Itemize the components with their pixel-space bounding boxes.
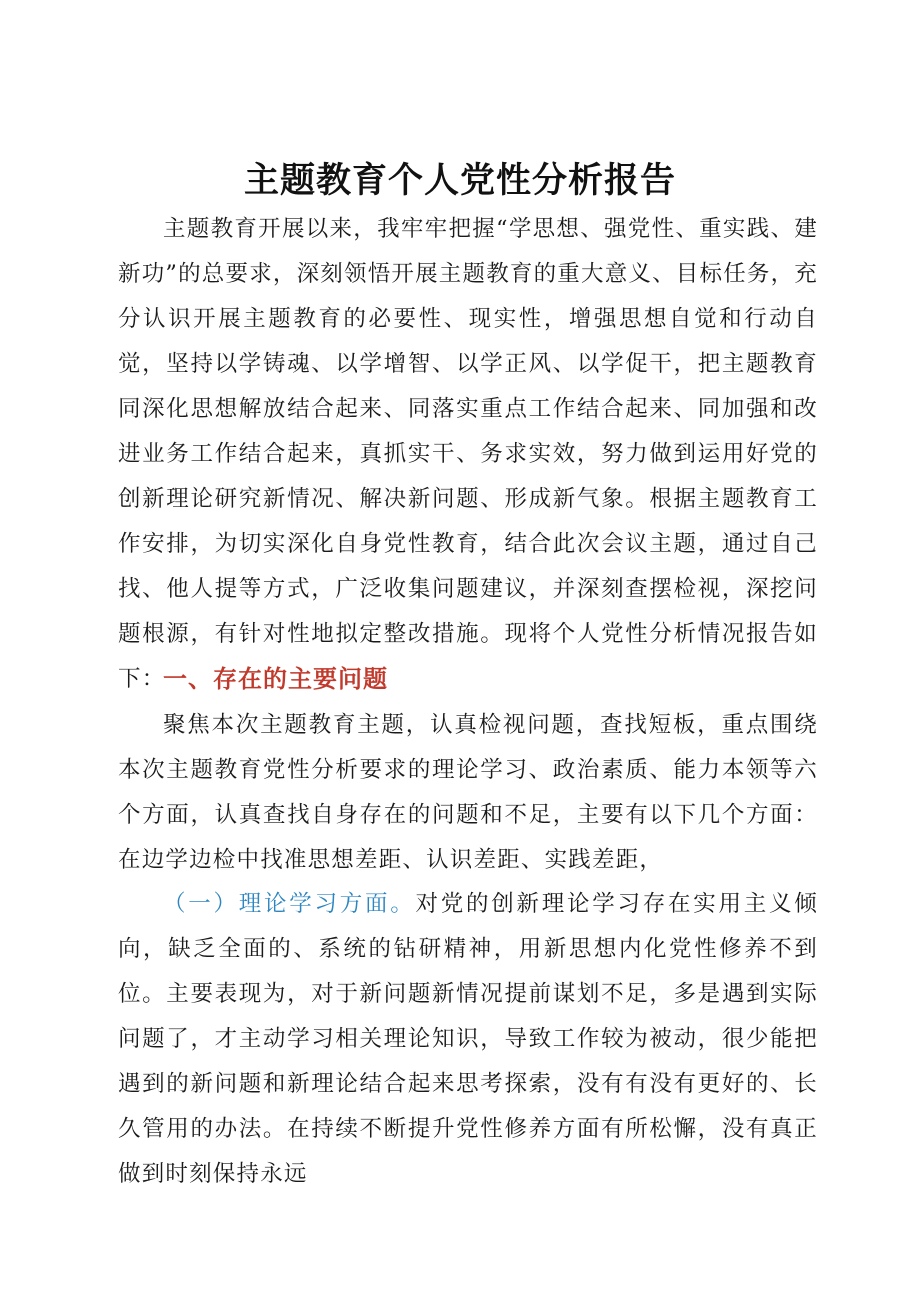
subsection-heading-theory: （一）理论学习方面。 <box>163 891 416 917</box>
subsection-theory-paragraph <box>118 882 818 1197</box>
section-intro-paragraph: 聚焦本次主题教育主题，认真检视问题，查找短板，重点围绕本次主题教育党性分析要求的理论学习、政治素质、能力本领等六个方面，认真查找自身存在的问题和不足，主要有以下几个方面：在边学边检中找准思想差距、认识差距、实践差距， <box>118 712 818 873</box>
subsection-theory-body: 对党的创新理论学习存在实用主义倾向，缺乏全面的、系统的钻研精神，用新思想内化党性修养不到位。主要表现为，对于新问题新情况提前谋划不足，多是遇到实际问题了，才主动学习相关理论知识，导致工作较为被动，很少能把遇到的新问题和新理论结合起来思考探索，没有有没有更好的、长久管用的办法。在持续不断提升党性修养方面有所松懈，没有真正做到时刻保持永远 <box>118 891 818 1187</box>
document-title: 主题教育个人党性分析报告 <box>243 161 676 201</box>
section-heading-problems: 一、存在的主要问题 <box>163 665 388 693</box>
intro-paragraph: 主题教育开展以来，我牢牢把握“学思想、强党性、重实践、建新功”的总要求，深刻领悟开展主题教育的重大意义、目标任务，充分认识开展主题教育的必要性、现实性，增强思想自觉和行动自觉，坚持以学铸魂、以学增智、以学正风、以学促干，把主题教育同深化思想解放结合起来、同落实重点工作结合起来、同加强和改进业务工作结合起来，真抓实干、务求实效，努力做到运用好党的创新理论研究新情况、解决新问题、形成新气象。根据主题教育工作安排，为切实深化自身党性教育，结合此次会议主题，通过自己找、他人提等方式，广泛收集问题建议，并深刻查摆检视，深挖问题根源，有针对性地拟定整改措施。现将个人党性分析情况报告如下： <box>118 216 819 692</box>
